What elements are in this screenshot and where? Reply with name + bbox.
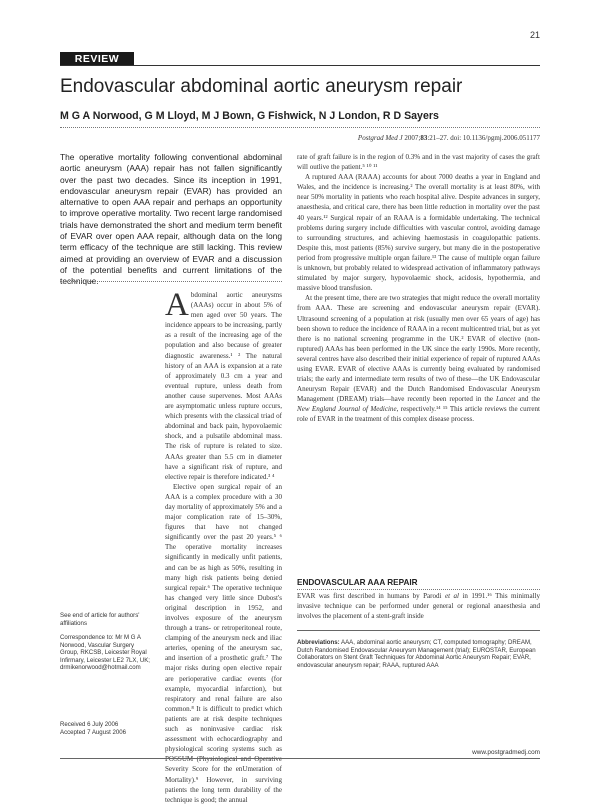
body-paragraph-1: bdominal aortic aneurysms (AAAs) occur in about 5% of men aged over 50 years. The incidence appears to be increasing, partly as a result of the increasing age of the population and also because of greater diagnostic awareness.¹ ² The natural history of an AAA is expansion at a rate of approximately 0.3 cm a year and eventual rupture, unless death from another cause supervenes. Most AAAs are asymptomatic unless rupture occurs, which presents with the classical triad of abdominal and back pain, hypovolaemic shock, and a pulsatile abdominal mass. The risk of rupture is related to size. AAAs greater than 5.5 cm in diameter have a significant risk of rupture, and elective repair is therefore indicated.³ ⁴ bbox=[165, 291, 282, 481]
abbreviations-box bbox=[297, 639, 540, 669]
abbreviations-text: AAA, abdominal aortic aneurysm; CT, computed tomography; DREAM, Dutch Randomised Endovascular Aneurysm Management (trial); EUROSTAR, European Collaborators on Stent Graft Techniques for Abdominal Aortic Aneurysm Repair; EVAR, endovascular aneurysm repair; RAAA, ruptured AAA bbox=[297, 639, 536, 669]
citation-pages: :21–27. doi: 10.1136/pgmj.2006.051177 bbox=[427, 134, 540, 142]
dropcap: A bbox=[165, 287, 189, 323]
citation-year: 2007; bbox=[404, 134, 421, 142]
p5-and: and the bbox=[518, 395, 541, 404]
p6-start: EVAR was first described in humans by Parodi bbox=[297, 592, 442, 600]
p5-end: , respectively.¹⁴ ¹⁵ This article reviews the current role of EVAR in the treatment of this complex disease process. bbox=[297, 405, 541, 424]
body-paragraph-2: Elective open surgical repair of an AAA is a complex procedure with a 30 day mortality of approximately 5% and a major complication rate of 15–30%, figures that have not changed significantly over the past 20 years.⁵ ⁶ The operative mortality increases significantly in medically unfit patients, and can be as high as 50%, resulting in many high risk patients being denied surgical repair.⁶ The operative technique has changed very little since Dubost's original description in 1952, and involves exposure of the aneurysm through a trans- or retroperitoneal route, clamping of the aneurysm neck and iliac arteries, opening of the aneurysm sac, and insertion of a prosthetic graft.⁷ The major risks during open elective repair are perioperative cardiac events (for example, myocardial infarction), but respiratory and renal failure are also common.⁸ It is difficult to predict which patients are at risk despite techniques such as noninvasive cardiac risk assessment with echocardiography and physiological scoring systems such as POSSUM (Physiological and Operative Severity Score for the enUmeration of Mortality).⁹ However, in surviving patients the long term durability of the technique is good; the annual bbox=[165, 482, 282, 804]
abstract: The operative mortality following conventional abdominal aortic aneurysm (AAA) repair has not fallen significantly over the past two decades. Since its inception in 1991, endovascular aneurysm repair (EVAR) has provided an alternative to open AAA repair and perhaps an opportunity to improve operative mortality. Two recent large randomised trials have demonstrated the short and medium term benefit of EVAR over open AAA repair, although data on the long term efficacy of the technique are still lacking. This review aimed at providing an overview of EVAR and a discussion of the potential benefits and current limitations of the technique. bbox=[60, 152, 282, 287]
p6-etal: et al bbox=[444, 592, 459, 600]
header-rule bbox=[60, 65, 540, 66]
footer-rule bbox=[60, 758, 540, 759]
body-paragraph-4: A ruptured AAA (RAAA) accounts for about 7000 deaths a year in England and Wales, and the incidence is increasing.² The overall mortality is at least 80%, with near 50% mortality in patients who reach hospital alive. Despite advances in surgery, anaesthesia, and critical care, there has been little reduction in mortality over the past 40 years.¹² Surgical repair of an RAAA is a formidable undertaking. The technical problems during surgery include difficulties with vascular control, avoiding damage to surrounding structures, and achieving haemostasis in coagulopathic patients. Despite this, most patients (85%) survive surgery, but many die in the postoperative period from progressive multiple organ failure.¹³ The cause of multiple organ failure is unknown, but probably related to widespread activation of inflammatory pathways stimulated by major surgery, hypovolaemic shock, acidosis, hypothermia, and massive blood transfusion. bbox=[297, 173, 540, 293]
section-heading-divider bbox=[297, 589, 540, 590]
journal-ref-nejm: New England Journal of Medicine bbox=[297, 405, 397, 414]
author-list: M G A Norwood, G M Lloyd, M J Bown, G Fishwick, N J London, R D Sayers bbox=[60, 110, 439, 122]
body-column-left bbox=[165, 287, 282, 805]
body-column-right bbox=[297, 152, 540, 425]
abbreviations-label: Abbreviations: bbox=[297, 639, 340, 646]
dates-note bbox=[60, 721, 152, 736]
journal-website: www.postgradmedj.com bbox=[472, 749, 540, 756]
p5-text: At the present time, there are two strategies that might reduce the overall mortality from AAA. These are screening and endovascular aneurysm repair (EVAR). Ultrasound screening of a population at risk (usually men over 65 years of age) has been shown to reduce the incidence of RAAA in a recent multicentred trial, but as yet there is no national screening programme in the UK.² EVAR of elective (non-ruptured) AAAs has been performed in the UK since the early 1990s. More recently, several centres have also described their initial experience of repair of ruptured AAAs using EVAR. EVAR of elective AAAs is currently being evaluated by randomised trials; the early and intermediate term results of two of these—the UK Endovascular Aneurysm Repair (EVAR) and the Dutch Randomised Endovascular Aneurysm Management (DREAM) trials—have recently been reported in the bbox=[297, 294, 540, 404]
citation-volume: 83 bbox=[420, 134, 428, 142]
section-heading: ENDOVASCULAR AAA REPAIR bbox=[297, 578, 418, 587]
journal-name: Postgrad Med J bbox=[357, 134, 403, 142]
section-label: REVIEW bbox=[60, 52, 134, 66]
accepted-date: Accepted 7 August 2006 bbox=[60, 728, 127, 736]
dotted-divider bbox=[60, 127, 540, 128]
p6-end: in 1991.¹⁶ This minimally invasive technique can be performed under general or regional anaesthesia and involves the placement of a stent-graft inside bbox=[297, 592, 541, 621]
body-paragraph-6 bbox=[297, 591, 540, 621]
body-paragraph-5 bbox=[297, 293, 540, 424]
correspondence-note: Correspondence to: Mr M G A Norwood, Vascular Surgery Group, RKCSB, Leicester Royal Infirmary, Leicester LE2 7LX, UK; drmikenorwood@hotmail.com bbox=[60, 634, 150, 672]
body-paragraph-3: rate of graft failure is in the region of 0.3% and in the vast majority of cases the graft will outlive the patient.⁵ ¹⁰ ¹¹ bbox=[297, 153, 540, 172]
abstract-divider bbox=[60, 281, 282, 282]
citation-line bbox=[358, 134, 540, 142]
received-date: Received 6 July 2006 bbox=[60, 721, 119, 728]
article-title: Endovascular abdominal aortic aneurysm repair bbox=[60, 76, 463, 97]
abbreviations-rule bbox=[297, 630, 540, 631]
page-number: 21 bbox=[530, 30, 541, 40]
journal-ref-lancet: Lancet bbox=[496, 395, 516, 404]
affiliations-note: See end of article for authors' affiliations bbox=[60, 612, 140, 627]
